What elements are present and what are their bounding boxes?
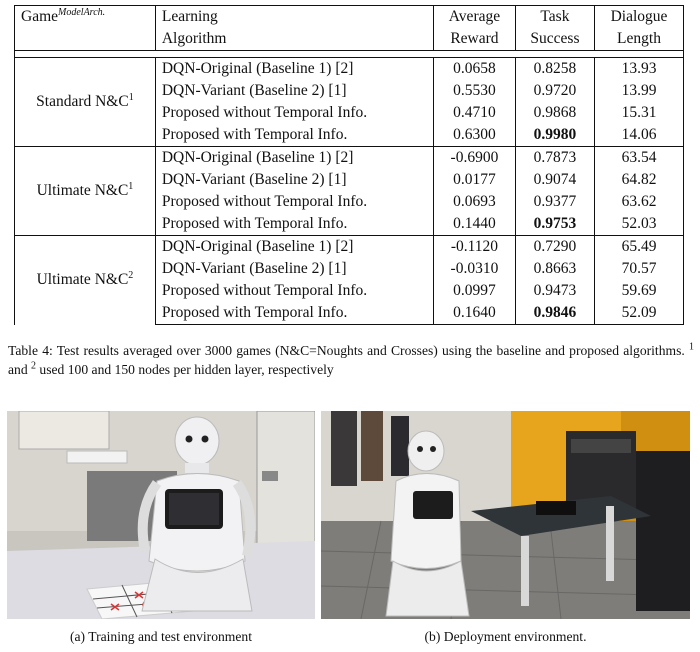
dialogue-length-cell: 63.54	[595, 147, 684, 170]
reward-cell: 0.0693	[433, 191, 515, 213]
dialogue-length-cell: 63.62	[595, 191, 684, 213]
algorithm-cell: DQN-Original (Baseline 1) [2]	[155, 236, 433, 259]
figure-b-caption: (b) Deployment environment.	[424, 629, 587, 644]
algorithm-cell: Proposed without Temporal Info.	[155, 280, 433, 302]
results-table	[14, 5, 684, 325]
reward-cell: -0.1120	[433, 236, 515, 259]
dialogue-length-cell: 52.03	[595, 213, 684, 236]
dialogue-length-cell: 14.06	[595, 124, 684, 147]
header-game: Game$^{ModelArch.}$	[15, 6, 156, 29]
algorithm-cell: Proposed without Temporal Info.	[155, 191, 433, 213]
header-dialogue-line2: Length	[595, 28, 684, 51]
reward-cell: 0.0177	[433, 169, 515, 191]
header-reward-line1: Average	[433, 6, 515, 29]
task-success-cell: 0.8663	[515, 258, 594, 280]
algorithm-cell: Proposed with Temporal Info.	[155, 302, 433, 325]
algorithm-cell: Proposed with Temporal Info.	[155, 124, 433, 147]
figure-a-caption: (a) Training and test environment	[70, 629, 252, 644]
algorithm-cell: Proposed without Temporal Info.	[155, 102, 433, 124]
task-success-cell: 0.8258	[515, 58, 594, 81]
photo-deployment-environment	[321, 411, 690, 619]
algorithm-cell: DQN-Original (Baseline 1) [2]	[155, 58, 433, 81]
task-success-cell: 0.7290	[515, 236, 594, 259]
header-algorithm-line2: Algorithm	[155, 28, 433, 51]
header-reward-line2: Reward	[433, 28, 515, 51]
algorithm-cell: DQN-Variant (Baseline 2) [1]	[155, 169, 433, 191]
results-table-container	[14, 5, 684, 325]
header-task-line1: Task	[515, 6, 594, 29]
reward-cell: 0.0658	[433, 58, 515, 81]
header-gap	[15, 51, 684, 58]
robot-training-illustration	[7, 411, 315, 619]
dialogue-length-cell: 13.93	[595, 58, 684, 81]
table-row	[15, 147, 684, 170]
header-dialogue-line1: Dialogue	[595, 6, 684, 29]
results-table-body	[15, 58, 684, 325]
table-header-row-1	[15, 6, 684, 29]
task-success-cell: 0.9868	[515, 102, 594, 124]
table-caption: Table 4: Test results averaged over 3000 games (N&C=Noughts and Crosses) using the baseline and proposed algorithms. $^1$ and $^2$ used 100 and 150 nodes per hidden layer, respectively	[8, 341, 694, 377]
dialogue-length-cell: 59.69	[595, 280, 684, 302]
people-in-background	[331, 411, 409, 486]
task-success-cell: 0.9846	[515, 302, 594, 325]
dialogue-length-cell: 52.09	[595, 302, 684, 325]
photo-training-environment	[7, 411, 315, 619]
algorithm-cell: DQN-Original (Baseline 1) [2]	[155, 147, 433, 170]
task-success-cell: 0.9473	[515, 280, 594, 302]
game-cell: Ultimate $N\&C^2$	[15, 236, 156, 325]
dialogue-length-cell: 13.99	[595, 80, 684, 102]
table-row	[15, 236, 684, 259]
game-cell: Ultimate $N\&C^1$	[15, 147, 156, 236]
algorithm-cell: DQN-Variant (Baseline 2) [1]	[155, 80, 433, 102]
reward-cell: -0.6900	[433, 147, 515, 170]
reward-cell: 0.1440	[433, 213, 515, 236]
table-header-row-2	[15, 28, 684, 51]
algorithm-cell: DQN-Variant (Baseline 2) [1]	[155, 258, 433, 280]
dialogue-length-cell: 15.31	[595, 102, 684, 124]
dialogue-length-cell: 70.57	[595, 258, 684, 280]
header-algorithm-line1: Learning	[155, 6, 433, 29]
task-success-cell: 0.9377	[515, 191, 594, 213]
table-row	[15, 58, 684, 81]
task-success-cell: 0.9753	[515, 213, 594, 236]
algorithm-cell: Proposed with Temporal Info.	[155, 213, 433, 236]
task-success-cell: 0.9720	[515, 80, 594, 102]
game-cell: Standard $N\&C^1$	[15, 58, 156, 147]
task-success-cell: 0.9074	[515, 169, 594, 191]
reward-cell: -0.0310	[433, 258, 515, 280]
dialogue-length-cell: 64.82	[595, 169, 684, 191]
reward-cell: 0.5530	[433, 80, 515, 102]
reward-cell: 0.6300	[433, 124, 515, 147]
reward-cell: 0.0997	[433, 280, 515, 302]
robot-deployment-illustration	[321, 411, 690, 619]
header-task-line2: Success	[515, 28, 594, 51]
task-success-cell: 0.9980	[515, 124, 594, 147]
dialogue-length-cell: 65.49	[595, 236, 684, 259]
task-success-cell: 0.7873	[515, 147, 594, 170]
reward-cell: 0.4710	[433, 102, 515, 124]
reward-cell: 0.1640	[433, 302, 515, 325]
